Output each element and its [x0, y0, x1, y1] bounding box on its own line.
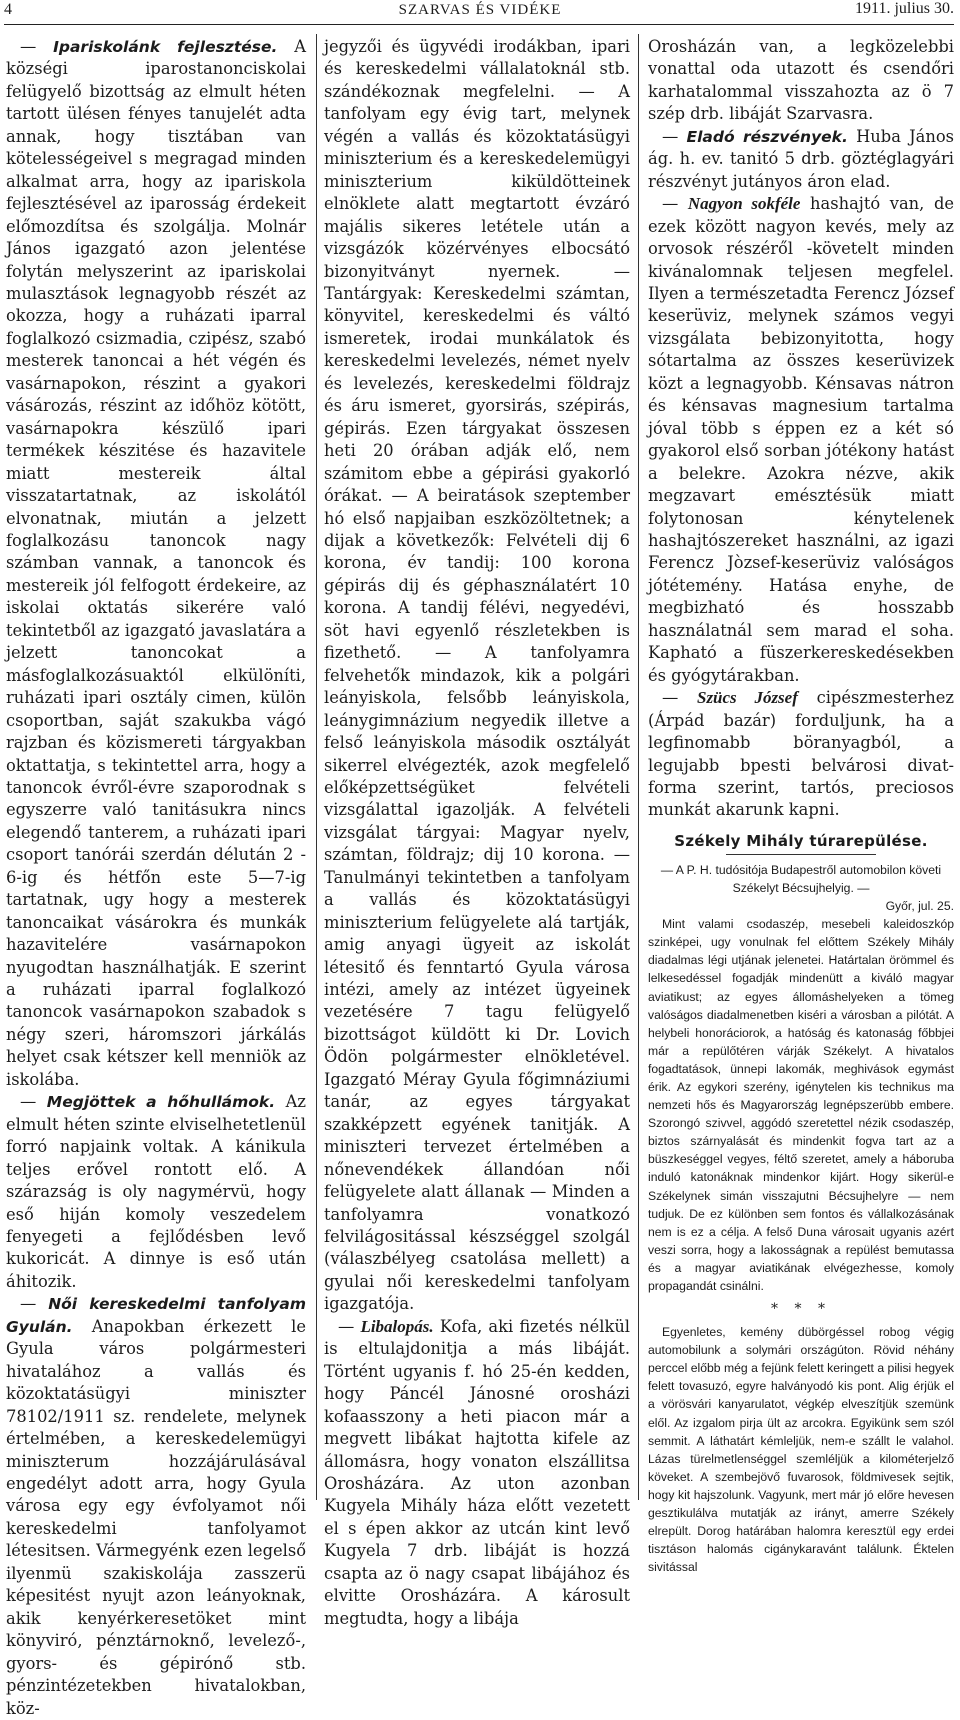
article-title: Nagyon sokféle: [687, 194, 801, 214]
article-body: Kofa, aki fizetés nélkül is eltulajdonitja a más libáját. Történt ugyanis f. hó 25-én kedden, hogy Páncél Jánosné orosházi kofaasszony a heti piacon már a megvett libákat hajtotta kifele az állomásra, hogy vonaton elszállitsa Orosházára. Az uton azonban Kugyela Mihály háza előtt vezetett el s épen akkor az utcán kint levő Kugyela 7 drb. libáját is hozzá csapta az ö nagy csapat libájához és elvitte Orosházára. A károsult megtudta, hogy a libája: [324, 1316, 631, 1628]
article-ipariskola: — Ipariskolánk fejlesztése. A községi iparostanonciskolai felügyelő bizottság az elmult héten tartott ülésen fényes tanujelét adta annak, hogy tisztában van kötelességeivel s megragad minden alkalmat arra, hogy az ipariskola fejlesztésével az iparosság érdekeit előmozdítsa és szolgálja. Molnár János igazgató azon jelentése folytán melyszerint az ipariskolai mulasztások legnagyobb részét az okozza, hogy a ruházati iparral foglalkozó csizmadia, czipész, szabó mesterek tanoncai a hét végén és vasárnapokon, részint a gyakori vásározás, részint az időhöz kötött, vasárnapokra készülő ipari termékek készitése és hazavitele miatt mestereik által visszatartatnak, az iskolától elvonatnak, miután a jelzett foglalkozásu tanoncok nagy számban vannak, a tanoncok és mestereik jól felfogott érdekeire, az iskolai oktatás sikerére való tekintetből az igazgató javaslatára a jelzett tanoncokat a másfoglalkozásuaktól elkülöníti, ruházati ipari osztály cimen, külön csoportban, saját szakukba vágó rajzban és közismereti tárgyakban oktattatja, s tekintettel arra, hogy a tanoncok évről-évre szaporodnak s egyszerre való tanitásukra nincs elegendő tanterem, a ruházati ipari csoport tanórái szerdán délután 2 - 6-ig és hétfőn este 5—7-ig tartatnak, ugy hogy a mesterek tanoncaikat vásárokra és munkák hazavitelére vasárnapokon nyugodtan használhatják. E szerint a ruházati iparral foglalkozó tanoncok vasárnapokon szabadok s négy szeri, háromszori járkálás helyet csak kétszer kell menniök az iskolába.: [6, 37, 306, 1089]
page-number: 4: [4, 1, 12, 18]
advert-szucs: — Szücs József cipészmesterhez (Árpád bazár) forduljunk, ha a legfinomabb böranyagból, a legujabb bpesti belvárosi divat-forma szerint, tartós, preciosos munkát akarunk kapni.: [648, 688, 954, 820]
article-body: A községi iparostanonciskolai felügyelő bizottság az elmult héten tartott ülésen fényes tanujelét adta annak, hogy tisztában van kötelességeivel s megragad minden alkalmat arra, hogy az ipariskola fejlesztésével az iparosság érdekeit előmozdítsa és szolgálja. Molnár János igazgató azon jelentése folytán melyszerint az ipariskolai mulasztások legnagyobb részét az okozza, hogy a ruházati iparral foglalkozó csizmadia, czipész, szabó mesterek tanoncai a hét végén és vasárnapokon, részint a gyakori vásározás, részint az időhöz kötött, vasárnapokra készülő ipari termékek készitése és hazavitele miatt mestereik által visszatartatnak, az iskolától elvonatnak, miután a jelzett foglalkozásu tanoncok nagy számban vannak, a tanoncok és mestereik jól felfogott érdekeire, az iskolai oktatás sikerére való tekintetből az igazgató javaslatára a jelzett tanoncokat a másfoglalkozásuaktól elkülöníti, ruházati ipari osztály cimen, külön csoportban, saját szakukba vágó rajzban és közismereti tárgyakban oktattatja, s tekintettel arra, hogy a tanoncok évről-évre szaporodnak s egyszerre való tanitásukra nincs elegendő tanterem, a ruházati ipari csoport tanórái szerdán délután 2 - 6-ig és hétfőn este 5—7-ig tartatnak, ugy hogy a mesterek tanoncaikat vásárokra és munkák hazavitelére vasárnapokon nyugodtan használhatják. E szerint a ruházati iparral foglalkozó tanoncok vasárnapokon szabadok s négy szeri, háromszori járkálás helyet csak kétszer kell menniök az iskolába.: [6, 37, 306, 1089]
article-continuation: jegyzői és ügyvédi irodákban, ipari és kereskedelmi vállalatoknál stb. szándékoznak megfelelni. — A tanfolyam egy évig tart, melynek végén a vallás és közoktatásügyi miniszterium és a kereskedelemügyi miniszterium kiküldötteinek elnöklete alatt megtartott évzáró majális sikeres letétele után a vizsgázók közérvényes elbocsátó bizonyitványt nyernek. — Tantárgyak: Kereskedelmi számtan, könyvitel, kereskedelmi és váltó ismeretek, irodai munkálatok és kereskedelmi levelezés, német nyelv és levelezés, kereskedelmi földrajz és áru ismeret, gyorsirás, szépirás, gépirás. Ezen tárgyakat összesen heti 20 órában adják elő, nem számitom ebbe a gépirási gyakorló órákat. — A beiratások szeptember hó első napjaiban eszközöltetnek; a dijak a következők: Felvételi dij 6 korona, év tandij: 100 korona gépirás dij és géphasználatért 10 korona. A tandij félévi, negyedévi, söt havi egyenlő részletekben is fizethető. — A tanfolyamra felvehetők mindazok, kik a polgári leányiskola, felsőbb leányiskola, leánygimnázium negyedik illetve a felső leányiskola második osztályát sikerrel elvégezték, azok megfelelő előképzettségüket felvételi vizsgálattal igazolják. A felvételi vizsgálat tárgyai: Magyar nyelv, számtan, földrajz; dij 10 korona. — Tanulmányi tekintetben a tanfolyam a vallás és közoktatásügyi miniszterium felügyelete alá tartják, amig anyagi ügyeit az iskolát létesitő és fenntartó Gyula városa intézi, amely az intézet ügyeinek vezetésére 7 tagu felügyelő bizottságot küldött ki Dr. Lovich Ödön polgármester elnökletével. Igazgató Méray Gyula főgimnáziumi tanár, az egyes tárgyakat szakképzett egyének tanitják. A miniszteri tervezet értelmében a nőnevendékek állandóan női felügyelete alatt állanak — Minden a tanfolyamra vonatkozó felvilágositással készséggel szolgál (válaszbélyeg csatolása mellett) a gyulai női kereskedelmi tanfolyam igazgatója.: [324, 37, 630, 1314]
article-body: hashajtó van, de ezek között nagyon kevés, mely az orvosok részéről -követelt minden kivánalomnak teljesen megfelel. Ilyen a természetadta Ferencz József keserüviz, melynek számos vegyi vizsgálata bebizonyitotta, hogy sótartalma az összes keserüvizek közt a legnagyobb. Kénsavas nátron és kénsavas magnesium tartalma jóval több s éppen ez a két só gyakorol első sorban jótékony hatást a belekre. Azokra nézve, akik megzavart emésztésük miatt folytonosan kénytelenek hashajtószereket használni, az igazi Ferencz Jòzsef-keserüviz valóságos jótétemény. Hatása enyhe, de megbizható és hosszabb használatnál sem marad el soha. Kapható a füszerkereskedésekben és gyógytárakban.: [648, 194, 954, 685]
article-hohullamok: — Megjöttek a hőhullámok. Az elmult héten szinte elviselhetetlenül forró napjaink voltak. A kánikula teljes erővel rontott elő. A szárazság is oly nagymérvü, hogy eső hiján komoly veszedelem fenyegeti a fejlődésben levő kukoricát. A dinnye is eső után áhitozik.: [6, 1092, 306, 1291]
feature-szekely: [648, 861, 954, 1577]
article-title: Megjöttek a hőhullámok.: [46, 1093, 276, 1112]
article-libalopas: — Libalopás. Kofa, aki fizetés nélkül is eltulajdonitja a más libáját. Történt ugyanis f. hó 25-én kedden, hogy Páncél Jánosné orosházi kofaasszony a heti piacon már a megvett libákat hajtotta kifele az állomásra, hogy vonaton elszállitsa Orosházára. Az uton azonban Kugyela Mihály háza előtt vezetett el s épen akkor az utcán kint levő Kugyela 7 drb. libáját is hozzá csapta az ö nagy csapat libájához és elvitte Orosházára. A károsult megtudta, hogy a libája: [324, 1316, 631, 1628]
feature-byline: — A P. H. tudósitója Budapestről automobilon követi Székelyt Bécsujhelyig. —: [660, 862, 942, 895]
article-body: Anapokban érkezett le Gyula város polgármesteri hivatalához a vallás és közoktatásügyi miniszter 78102/1911 sz. rendelete, melynek értelmében, a kereskedelemügyi miniszterum hozzájárulásával engedélyt adott arra, hogy Gyula városa egy egy évfolyamot női kereskedelmi tanfolyamot létesitsen. Vármegyénk ezen legelső ilyenmü szakiskolája zasszerü képesitést nyujt azon leányoknak, akik kenyérkeresetöket mint könyvirό, pénztárnoknő, levelező-, gyors- és gépirónő stb. pénzintézetekben hivatalokban, köz-: [6, 1316, 306, 1718]
feature-dateline: Győr, jul. 25.: [885, 899, 954, 914]
article-continuation: Orosházán van, a legközelebbi vonattal oda utazott és csendőri karhatalommal visszahozta az ö 7 szép drb. libáját Szarvasra.: [648, 37, 954, 124]
notice-reszvenyek: — Eladó részvények. Huba János ág. h. ev. tanitó 5 drb. göztéglagyári részvényt jutányos áron elad.: [648, 126, 954, 191]
feature-paragraph: Mint valami csodaszép, mesebeli kaleidoszkóp szinképei, ugy vonulnak fel előttem Székely Mihály diadalmas légi utjának jelenetei. Határtalan örömmel és lelkesedéssel fogadják mindenütt a kiváló magyar aviatikust; az egyes állomáshelyeken a tömeg valóságos diadalmenetben kiséri a városban a pilótát. A helybeli honoráciorok, a hatóság és katonaság főbbjei már a repülőtéren várják Székelyt. A hivatalos fogadtatások, ünnepi lakomák, meghivások egymást érik. Az egykori szerény, igénytelen kis technikus ma nemzeti hős és Magyarország legnépszerübb embere. Szorongó szivvel, aggódó szeretettel nézik csodaszép, biztos szárnyalását és mindenkit fogva tart az a büszkeséggel vegyes, féltő szeretet, amely a háboruba induló katonáknak mindenkor kijárt. Hogy sikerül-e Székelynek simán visszajutni Bécsujhelyre — nem tudjuk. De ez különben sem fontos és vállalkozásának nem is ez a célja. A felső Duna városait ugyanis azért veszi sorra, hogy a lakosságnak a repülést bemutassa és a magyar aviatikának elvégezhesse, komoly propagandát csinálni.: [648, 917, 954, 1294]
article-title: Ipariskolánk fejlesztése.: [53, 38, 278, 56]
issue-date: 1911. julius 30.: [855, 0, 954, 17]
column-divider-1: [316, 34, 317, 1500]
advert-keseruviz: — Nagyon sokféle hashajtó van, de ezek között nagyon kevés, mely az orvosok részéről -követelt minden kivánalomnak teljesen megfelel. Ilyen a természetadta Ferencz József keserüviz, melynek számos vegyi vizsgálata bebizonyitotta, hogy sótartalma az összes keserüvizek közt a legnagyobb. Kénsavas nátron és kénsavas magnesium tartalma jóval több s éppen ez a két só gyakorol első sorban jótékony hatást a belekre. Azokra nézve, akik megzavart emésztésük miatt folytonosan kénytelenek hashajtószereket használni, az igazi Ferencz Jòzsef-keserüviz valóságos jótétemény. Hatása enyhe, de megbizható és hosszabb használatnál sem marad el soha. Kapható a füszerkereskedésekben és gyógytárakban.: [648, 194, 954, 685]
header-rule: [4, 24, 954, 25]
feature-title: Székely Mihály túrarepülése.: [674, 831, 928, 850]
article-body: cipészmesterhez (Árpád bazár) forduljunk, ha a legfinomabb böranyagból, a legujabb bpesti belvárosi divat-forma szerint, tartós, preciosos munkát akarunk kapni.: [648, 688, 954, 820]
article-noi-kereskedelmi: — Női kereskedelmi tanfolyam Gyulán. Anapokban érkezett le Gyula város polgármesteri hivatalához a vallás és közoktatásügyi miniszter 78102/1911 sz. rendelete, melynek értelmében, a kereskedelemügyi miniszterum hozzájárulásával engedélyt adott arra, hogy Gyula városa egy egy évfolyamot női kereskedelmi tanfolyamot létesitsen. Vármegyénk ezen legelső ilyenmü szakiskolája zasszerü képesitést nyujt azon leányoknak, akik kenyérkeresetöket mint könyvirό, pénztárnoknő, levelező-, gyors- és gépirónő stb. pénzintézetekben hivatalokban, köz-: [6, 1294, 306, 1718]
article-title: Libalopás.: [360, 1316, 434, 1336]
column-3: [648, 36, 954, 1575]
section-stars: * * *: [771, 1301, 831, 1318]
page-header: [0, 0, 960, 30]
column-divider-2: [638, 34, 639, 1500]
feature-paragraph: Egyenletes, kemény dübörgéssel robog végig automobilunk a solymári országúton. Rövid néhány perccel előbb még a fejünk felett keringett a pilisi hegyek felett tovasuzó, egyre halványodó kis pont. Alig érjük el a vörösvári kanyarulatot, végkép elveszítjük szemünk elől. Az izgalom pirja ült az arcokra. Egyikünk sem szól semmit. A láthatárt kémleljük, nem-e szállt le valahol. Lázas türelmetlenséggel szemléljük a kilométerjelző köveket. A szembejövő fuvarosok, földmivesek sejtik, hogy kit hajszolunk. Vagyunk, mert már jó előre hevesen gesztikulálva mutatják az irányt, amerre Székely elrepült. Dorog határában halomra keresztül egy erdei tisztáson halomás cigánykaravánt találunk. Éktelen sivitással: [648, 1325, 954, 1575]
column-2: [324, 36, 631, 1628]
feature-rule: [726, 854, 876, 855]
column-1: [6, 36, 306, 1718]
article-title: Eladó részvények.: [686, 127, 848, 146]
article-body: Az elmult héten szinte elviselhetetlenül forró napjaink voltak. A kánikula teljes erővel rontott elő. A szárazság is oly nagymérvü, hogy eső hiján komoly veszedelem fenyegeti a fejlődésben levő kukoricát. A dinnye is eső után áhitozik.: [6, 1092, 306, 1291]
article-title: Női kereskedelmi tanfolyam Gyulán.: [6, 1295, 306, 1336]
article-body: Huba János ág. h. ev. tanitó 5 drb. göztéglagyári részvényt jutányos áron elad.: [648, 126, 954, 191]
article-title: Szücs József: [696, 688, 798, 708]
newspaper-title: SZARVAS ÉS VIDÉKE: [398, 2, 562, 18]
